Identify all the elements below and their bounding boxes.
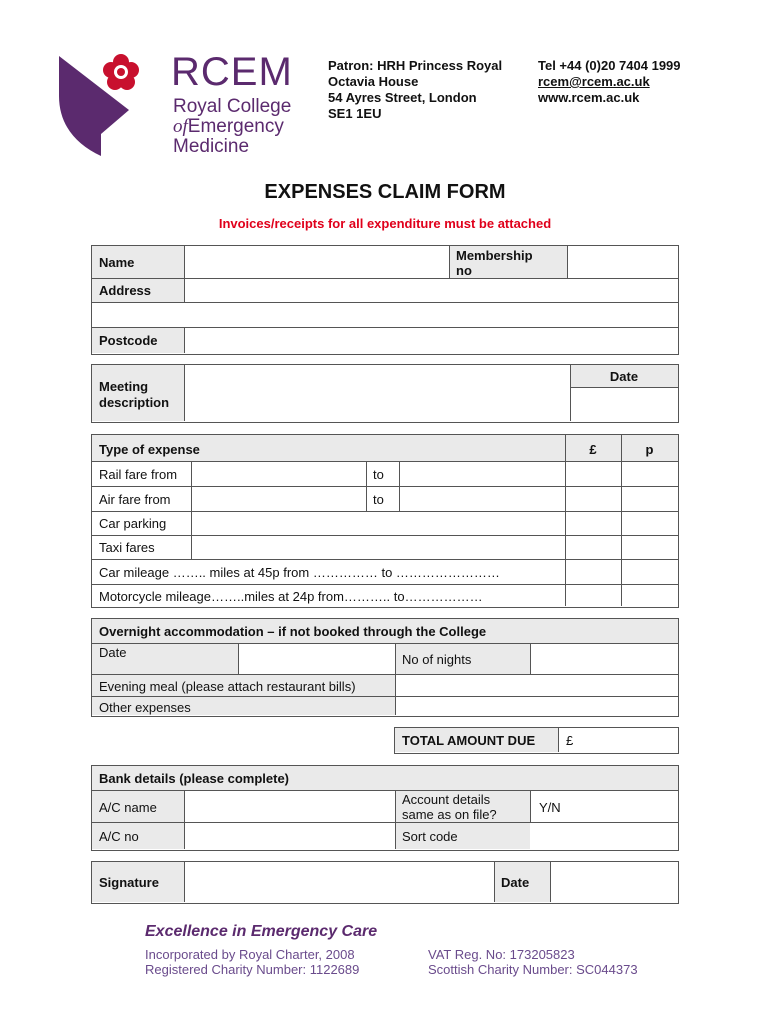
car-mileage-pounds-input[interactable] xyxy=(566,560,620,583)
rail-to-input[interactable] xyxy=(400,462,564,485)
pounds-header: £ xyxy=(589,442,597,457)
accommodation-table xyxy=(91,618,679,717)
address-input-line-2[interactable] xyxy=(93,303,677,326)
meeting-date-input[interactable] xyxy=(571,388,677,420)
meeting-label-2: description xyxy=(99,395,170,410)
car-parking-label: Car parking xyxy=(99,516,167,531)
logo-line-3: Medicine xyxy=(173,136,250,157)
ac-no-input[interactable] xyxy=(185,823,394,848)
other-expenses-label: Other expenses xyxy=(99,700,191,715)
total-label: TOTAL AMOUNT DUE xyxy=(402,733,536,748)
air-to-input[interactable] xyxy=(400,487,564,510)
meeting-description-input[interactable] xyxy=(185,366,569,420)
page-title: EXPENSES CLAIM FORM xyxy=(264,181,506,203)
footer-vat: VAT Reg. No: 173205823 xyxy=(428,947,575,962)
car-mileage-label: Car mileage …….. miles at 45p from …………… to …………………… xyxy=(99,565,500,580)
expenses-table xyxy=(91,434,679,608)
footer-scottish-charity: Scottish Charity Number: SC044373 xyxy=(428,962,638,977)
pence-header: p xyxy=(645,442,654,457)
signature-table xyxy=(91,861,679,904)
logo-emergency: Emergency xyxy=(187,116,284,137)
ac-name-input[interactable] xyxy=(185,791,394,821)
car-parking-pence-input[interactable] xyxy=(622,512,677,534)
address-line-2: 54 Ayres Street, London xyxy=(328,90,477,105)
website-link[interactable]: www.rcem.ac.uk xyxy=(538,90,640,105)
motorcycle-mileage-pounds-input[interactable] xyxy=(566,585,620,606)
footer-tagline: Excellence in Emergency Care xyxy=(145,923,378,940)
rail-fare-label: Rail fare from xyxy=(99,467,178,482)
rail-to-label: to xyxy=(373,467,384,482)
car-parking-pounds-input[interactable] xyxy=(566,512,620,534)
expense-type-header: Type of expense xyxy=(99,442,200,457)
rail-pence-input[interactable] xyxy=(622,462,677,485)
address-line-1: Octavia House xyxy=(328,74,419,89)
postcode-label: Postcode xyxy=(99,333,158,348)
address-label: Address xyxy=(99,283,152,298)
membership-label-2: no xyxy=(456,263,472,278)
sort-code-input[interactable] xyxy=(531,823,677,848)
postcode-input[interactable] xyxy=(185,328,677,352)
rail-pounds-input[interactable] xyxy=(566,462,620,485)
address-line-3: SE1 1EU xyxy=(328,106,382,121)
yes-no-option[interactable]: Y/N xyxy=(539,800,561,815)
signature-label: Signature xyxy=(99,875,159,890)
attachment-notice: Invoices/receipts for all expenditure must be attached xyxy=(218,216,552,231)
accommodation-date-label: Date xyxy=(99,645,127,660)
evening-meal-label: Evening meal (please attach restaurant bills) xyxy=(99,679,356,694)
air-fare-label: Air fare from xyxy=(99,492,171,507)
telephone: Tel +44 (0)20 7404 1999 xyxy=(538,58,681,73)
car-mileage-pence-input[interactable] xyxy=(622,560,677,583)
rail-from-input[interactable] xyxy=(192,462,365,485)
same-as-file-label-2: same as on file? xyxy=(402,807,497,822)
motorcycle-mileage-label: Motorcycle mileage……..miles at 24p from……….. to……………… xyxy=(99,589,483,604)
accommodation-header: Overnight accommodation – if not booked through the College xyxy=(99,624,487,639)
membership-label-1: Membership xyxy=(456,248,533,263)
logo-line-1: Royal College xyxy=(173,96,292,117)
air-from-input[interactable] xyxy=(192,487,365,510)
signature-input[interactable] xyxy=(185,863,493,901)
logo-line-2 xyxy=(173,116,284,138)
signature-date-input[interactable] xyxy=(551,863,677,901)
total-currency: £ xyxy=(566,733,574,748)
evening-meal-input[interactable] xyxy=(396,675,677,695)
same-as-file-label-1: Account details xyxy=(402,792,491,807)
logo-acronym: RCEM xyxy=(171,50,293,94)
air-to-label: to xyxy=(373,492,384,507)
meeting-table xyxy=(91,364,679,423)
meeting-date-label: Date xyxy=(609,369,639,384)
signature-date-label: Date xyxy=(501,875,530,890)
email-link[interactable]: rcem@rcem.ac.uk xyxy=(538,74,650,89)
ac-name-label: A/C name xyxy=(99,800,157,815)
bank-details-table xyxy=(91,765,679,851)
meeting-label-1: Meeting xyxy=(99,379,149,394)
taxi-pence-input[interactable] xyxy=(622,536,677,558)
other-expenses-input[interactable] xyxy=(396,697,677,715)
sort-code-label: Sort code xyxy=(402,829,458,844)
total-box xyxy=(394,727,679,754)
nights-input[interactable] xyxy=(531,644,677,673)
patron-text: Patron: HRH Princess Royal xyxy=(328,58,503,73)
ac-no-label: A/C no xyxy=(99,829,139,844)
total-amount-input[interactable] xyxy=(577,729,676,751)
nights-label: No of nights xyxy=(402,652,472,667)
footer-charity-number: Registered Charity Number: 1122689 xyxy=(145,962,360,977)
name-input[interactable] xyxy=(185,247,448,277)
address-input-line-1[interactable] xyxy=(185,279,677,301)
rcem-logo xyxy=(55,52,305,160)
accommodation-date-input[interactable] xyxy=(239,644,394,673)
name-label: Name xyxy=(99,255,135,270)
air-pounds-input[interactable] xyxy=(566,487,620,510)
taxi-pounds-input[interactable] xyxy=(566,536,620,558)
membership-number-input[interactable] xyxy=(568,247,676,277)
logo-of: of xyxy=(173,116,188,137)
car-parking-details-input[interactable] xyxy=(192,512,564,534)
bank-header: Bank details (please complete) xyxy=(99,771,290,786)
motorcycle-mileage-pence-input[interactable] xyxy=(622,585,677,606)
air-pence-input[interactable] xyxy=(622,487,677,510)
personal-details-table xyxy=(91,245,679,355)
taxi-details-input[interactable] xyxy=(192,536,564,558)
taxi-fares-label: Taxi fares xyxy=(99,540,155,555)
logo-rose-icon xyxy=(103,54,139,90)
footer-charter: Incorporated by Royal Charter, 2008 xyxy=(145,947,355,962)
